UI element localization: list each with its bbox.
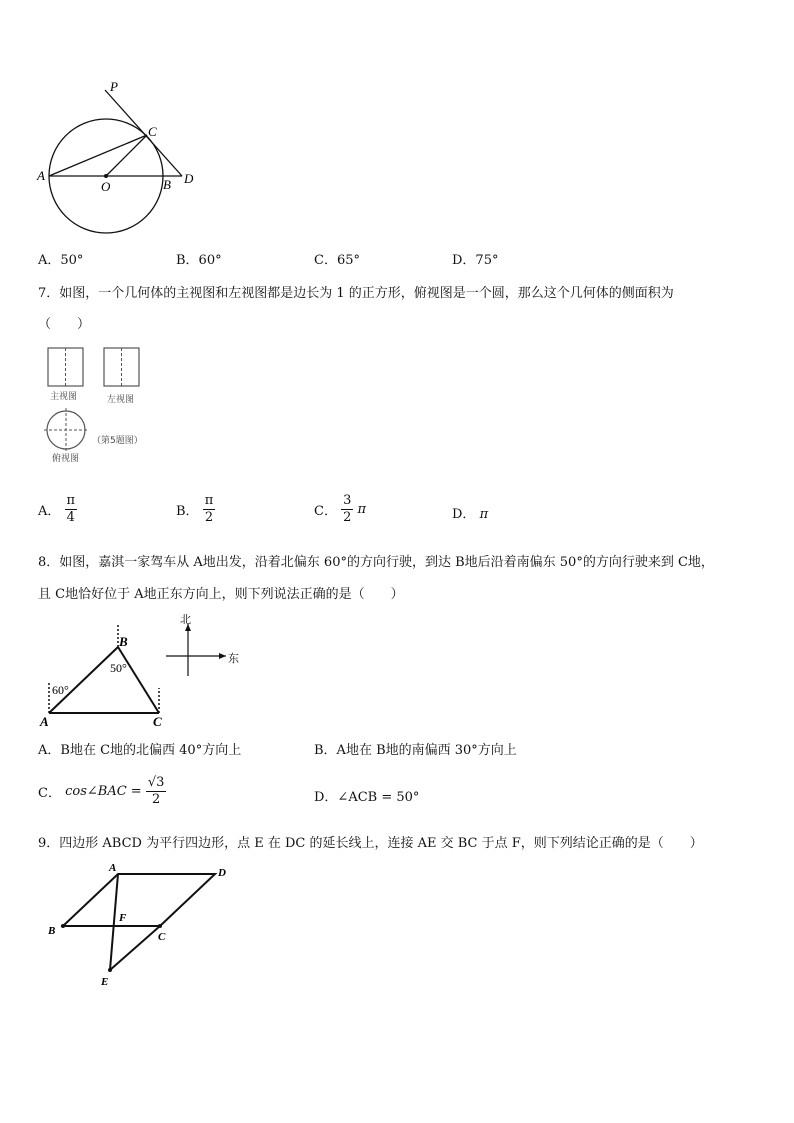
three-views-drawing xyxy=(40,343,190,468)
q7-option-c xyxy=(314,493,366,526)
parallelogram-abcd xyxy=(63,874,215,926)
q7-a-den: 4 xyxy=(66,510,75,525)
label-b: B xyxy=(119,634,128,649)
q8-option-b: B．A地在 B地的南偏西 30°方向上 xyxy=(314,743,517,758)
q7-option-b-letter: B． xyxy=(176,504,199,519)
q8-option-d: D．∠ACB = 50° xyxy=(314,790,420,805)
label-left-view: 左视图 xyxy=(107,395,135,405)
line-ae xyxy=(110,874,118,970)
label-a: A xyxy=(109,862,117,874)
line-ce xyxy=(110,926,160,970)
q7-stem: 7．如图，一个几何体的主视图和左视图都是边长为 1 的正方形，俯视图是一个圆，那么这个几何体的侧面积为 xyxy=(38,286,674,301)
label-b: B xyxy=(163,177,171,192)
label-p: P xyxy=(110,79,118,94)
q6-option-d: D．75° xyxy=(452,253,499,268)
label-f: F xyxy=(119,912,127,924)
label-caption: （第5题图） xyxy=(92,436,143,446)
side-bc xyxy=(118,647,159,713)
compass-east-label: 东 xyxy=(228,652,239,665)
q8-stem-line1: 8．如图，嘉淇一家驾车从 A地出发，沿着北偏东 60°的方向行驶，到达 B地后沿着南偏东 50°的方向行驶来到 C地， xyxy=(38,555,714,570)
q7-option-d xyxy=(452,503,488,522)
figure-three-views xyxy=(40,343,190,468)
label-c: C xyxy=(158,931,166,943)
label-60: 60° xyxy=(52,683,69,697)
label-o: O xyxy=(101,179,111,194)
radius-oc xyxy=(106,135,147,176)
label-e: E xyxy=(101,976,109,988)
figure-direction-triangle xyxy=(36,610,256,730)
q8-option-a: A．B地在 C地的北偏西 40°方向上 xyxy=(38,743,242,758)
q7-c-pi: π xyxy=(357,502,367,517)
q7-b-den: 2 xyxy=(204,510,214,525)
q8-option-c-fraction xyxy=(146,775,167,808)
label-c: C xyxy=(153,714,162,729)
label-top-view: 俯视图 xyxy=(52,454,80,464)
q7-b-num: π xyxy=(204,493,214,508)
figure-parallelogram xyxy=(40,858,240,993)
q7-option-c-fraction xyxy=(341,493,353,526)
q8-option-c xyxy=(38,775,166,808)
q6-option-b: B．60° xyxy=(176,253,222,268)
tangent-pd xyxy=(105,90,182,176)
label-b: B xyxy=(48,925,56,937)
east-arrow-icon xyxy=(219,653,226,659)
figure-circle-tangent xyxy=(30,75,210,235)
label-c: C xyxy=(148,124,157,139)
label-a: A xyxy=(40,714,49,729)
q7-option-a-fraction xyxy=(65,493,78,526)
label-a: A xyxy=(37,168,45,183)
compass-north-label: 北 xyxy=(180,613,191,626)
q8-c-den: 2 xyxy=(151,792,161,807)
q6-option-c: C．65° xyxy=(314,253,360,268)
q7-a-num: π xyxy=(66,493,76,508)
q8-c-num: √3 xyxy=(147,775,165,790)
q7-option-c-letter: C． xyxy=(314,504,337,519)
q8-stem-line2: 且 C地恰好位于 A地正东方向上，则下列说法正确的是（ ） xyxy=(38,587,404,602)
label-front-view: 主视图 xyxy=(50,392,78,402)
q7-c-den: 2 xyxy=(343,510,352,525)
chord-ac xyxy=(49,135,147,176)
q7-paren: （ ） xyxy=(38,317,91,332)
q7-option-a-letter: A． xyxy=(38,504,61,519)
label-d: D xyxy=(184,171,194,186)
q7-option-b-fraction xyxy=(203,493,216,526)
label-d: D xyxy=(218,867,226,879)
q8-option-c-letter: C． xyxy=(38,786,61,801)
side-ab xyxy=(49,647,118,713)
q6-option-a: A．50° xyxy=(38,253,84,268)
q7-d-value: π xyxy=(479,507,489,522)
q8-option-c-expr: cos∠BAC = xyxy=(65,784,142,799)
label-50: 50° xyxy=(110,661,127,675)
q7-option-b xyxy=(176,493,215,526)
q7-option-d-letter: D． xyxy=(452,507,476,522)
q7-option-a xyxy=(38,493,77,526)
center-dot xyxy=(104,174,108,178)
q9-stem: 9．四边形 ABCD 为平行四边形，点 E 在 DC 的延长线上，连接 AE 交 BC 于点 F，则下列结论正确的是（ ） xyxy=(38,836,703,851)
q7-c-num: 3 xyxy=(343,493,352,508)
